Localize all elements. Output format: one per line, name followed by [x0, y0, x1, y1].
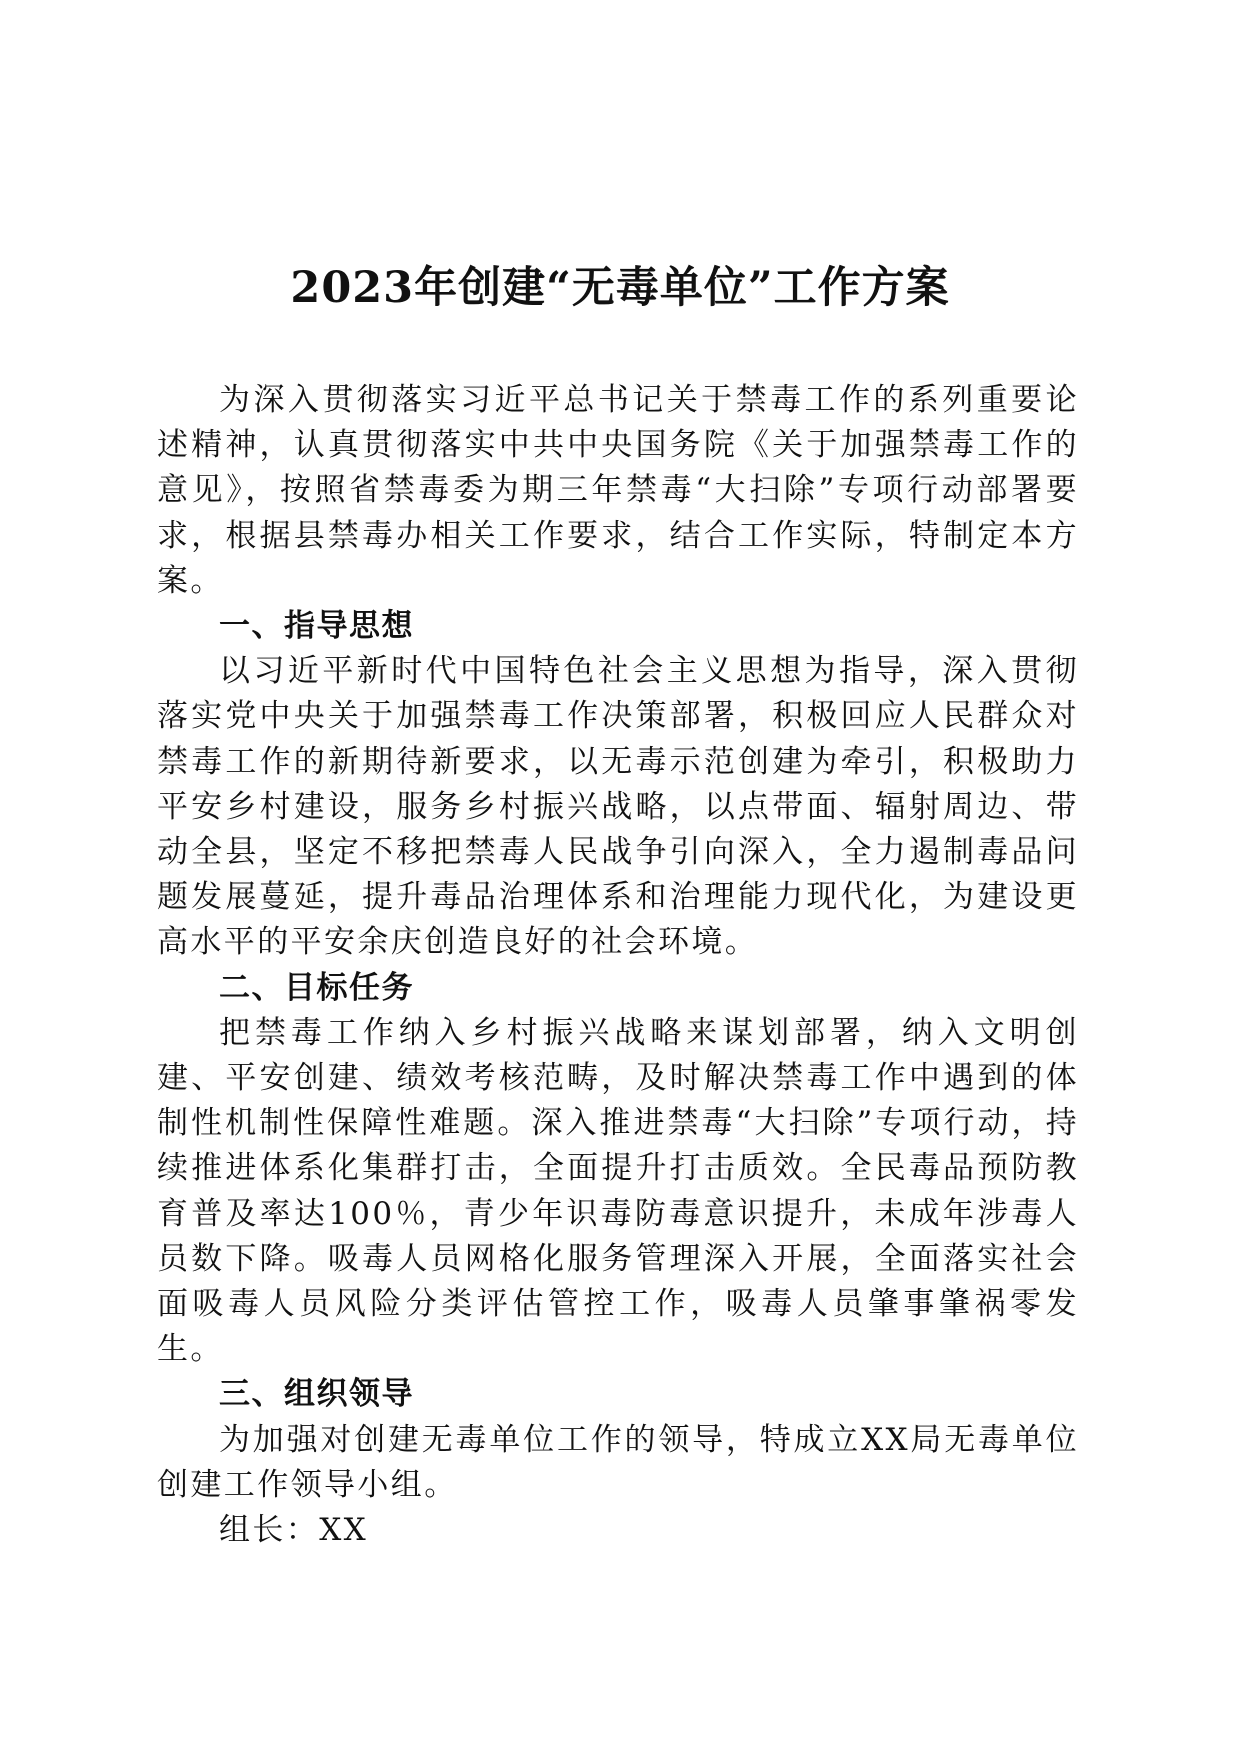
section-heading-organization-leadership: 三、组织领导 — [219, 1376, 414, 1413]
section-paragraph: 为加强对创建无毒单位工作的领导，特成立XX局无毒单位创建工作领导小组。 — [157, 1421, 1079, 1503]
section-paragraph: 以习近平新时代中国特色社会主义思想为指导，深入贯彻落实党中央关于加强禁毒工作决策部署，积极回应人民群众对禁毒工作的新期待新要求，以无毒示范创建为牵引，积极助力平安乡村建设，服务乡村振兴战略，以点带面、辐射周边、带动全县，坚定不移把禁毒人民战争引向深入，全力遏制毒品问题发展蔓延，提升毒品治理体系和治理能力现代化，为建设更高水平的平安余庆创造良好的社会环境。 — [157, 653, 1079, 961]
section-paragraph: 把禁毒工作纳入乡村振兴战略来谋划部署，纳入文明创建、平安创建、绩效考核范畴，及时解决禁毒工作中遇到的体制性机制性保障性难题。深入推进禁毒“大扫除”专项行动，持续推进体系化集群打击，全面提升打击质效。全民毒品预防教育普及率达100％，青少年识毒防毒意识提升，未成年涉毒人员数下降。吸毒人员网格化服务管理深入开展，全面落实社会面吸毒人员风险分类评估管控工作，吸毒人员肇事肇祸零发生。 — [157, 1014, 1079, 1368]
leader-line: 组长：XX — [219, 1512, 369, 1549]
document-title: 2023年创建“无毒单位”工作方案 — [290, 263, 950, 313]
document-body — [157, 378, 1079, 1553]
intro-paragraph: 为深入贯彻落实习近平总书记关于禁毒工作的系列重要论述精神，认真贯彻落实中共中央国务院《关于加强禁毒工作的意见》，按照省禁毒委为期三年禁毒“大扫除”专项行动部署要求，根据县禁毒办相关工作要求，结合工作实际，特制定本方案。 — [157, 382, 1079, 599]
section-heading-goals-tasks: 二、目标任务 — [219, 969, 414, 1006]
section-heading-guiding-ideology: 一、指导思想 — [219, 608, 414, 645]
